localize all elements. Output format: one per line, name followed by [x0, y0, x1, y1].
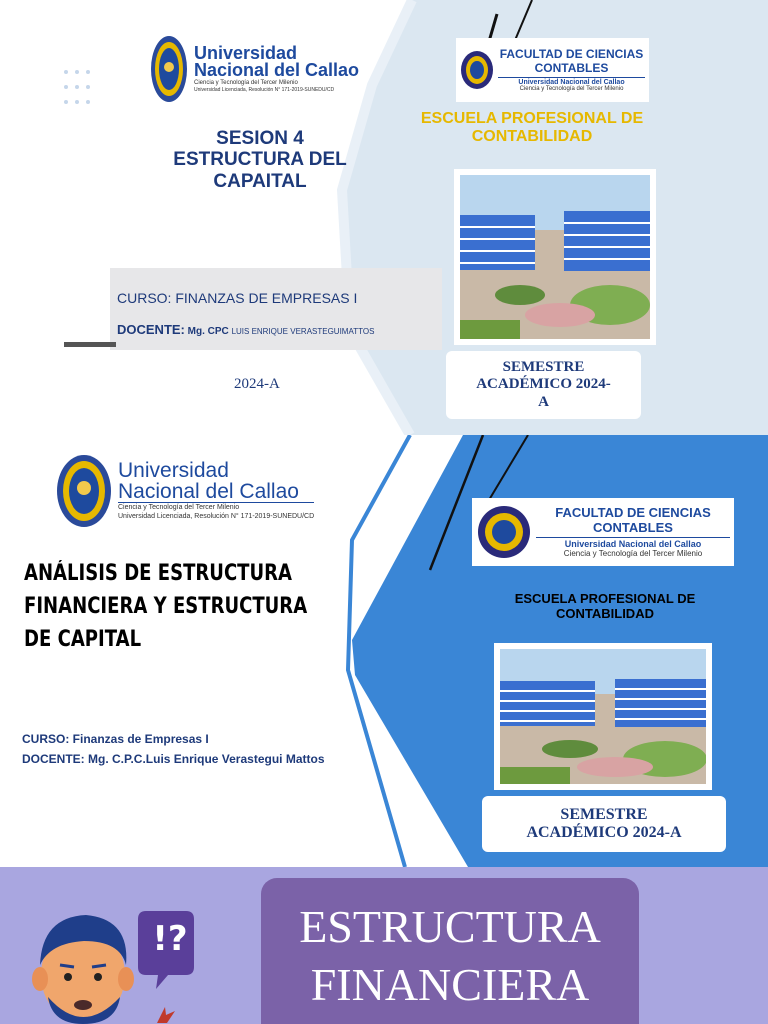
faculty-logo — [456, 38, 649, 102]
campus-image — [500, 649, 706, 784]
academic-year: 2024-A — [234, 376, 280, 392]
semester-line2: ACADÉMICO 2024-A — [526, 824, 682, 841]
faculty-tagline: Ciencia y Tecnología del Tercer Milenio — [563, 549, 703, 559]
school-name-line1: ESCUELA PROFESIONAL DE — [420, 110, 644, 127]
unac-name-line1: Universidad — [118, 459, 229, 483]
session-title-line3: CAPAITAL — [213, 170, 307, 192]
analysis-title-line1: ANÁLISIS DE ESTRUCTURA — [24, 561, 292, 586]
analysis-title-line2: FINANCIERA Y ESTRUCTURA — [24, 594, 308, 619]
unac-tagline: Ciencia y Tecnología del Tercer Milenio — [118, 502, 314, 512]
analysis-title-line3: DE CAPITAL — [24, 627, 142, 652]
teacher-name: LUIS ENRIQUE VERASTEGUIMATTOS — [231, 327, 375, 336]
school-name — [398, 110, 666, 147]
unac-seal-icon — [56, 453, 112, 529]
financial-title-line2: FINANCIERA — [310, 958, 590, 1010]
semester-line1: SEMESTRE — [502, 359, 585, 376]
faculty-title-line1: FACULTAD DE CIENCIAS — [555, 504, 711, 520]
semester-line2: ACADÉMICO 2024- — [476, 376, 611, 393]
unac-tagline: Ciencia y Tecnología del Tercer Milenio — [194, 80, 298, 87]
unac-logo — [56, 453, 314, 529]
campus-photo — [454, 169, 656, 345]
faculty-title-line2: CONTABLES — [534, 60, 609, 75]
faculty-title-line2: CONTABLES — [593, 519, 673, 535]
faculty-shield-icon — [476, 505, 532, 559]
faculty-university: Universidad Nacional del Callao — [536, 537, 730, 549]
teacher-title: Mg. CPC — [184, 326, 232, 337]
faculty-university: Universidad Nacional del Callao — [498, 77, 645, 86]
lightning-icon — [155, 1005, 177, 1024]
unac-seal-icon — [150, 34, 188, 104]
unac-resolution: Universidad Licenciada, Resolución N° 171-2019-SUNEDU/CD — [194, 87, 335, 94]
unac-logo — [150, 34, 359, 104]
campus-image — [460, 175, 650, 339]
session-title-line2: ESTRUCTURA DEL — [173, 149, 347, 171]
analysis-title — [24, 557, 308, 656]
unac-resolution: Universidad Licenciada, Resolución N° 171-2019-SUNEDU/CD — [118, 512, 315, 520]
semester-box — [446, 351, 641, 419]
campus-photo — [494, 643, 712, 790]
teacher-line — [117, 322, 374, 337]
semester-box — [482, 796, 726, 852]
unac-name-line2: Nacional del Callao — [194, 60, 360, 81]
school-name — [480, 592, 730, 622]
session-number: SESION 4 — [216, 128, 304, 149]
slide-sesion-4 — [0, 0, 768, 435]
school-name-line2: CONTABILIDAD — [556, 605, 654, 621]
teacher-label: DOCENTE: — [117, 322, 185, 337]
teacher-label: DOCENTE: Mg. C.P.C.Luis Enrique Verastegui Mattos — [22, 752, 325, 766]
school-name-line1: ESCUELA PROFESIONAL DE — [514, 591, 696, 606]
faculty-tagline: Ciencia y Tecnología del Tercer Milenio — [519, 86, 624, 93]
session-title — [140, 128, 380, 192]
faculty-title-line1: FACULTAD DE CIENCIAS — [499, 46, 644, 61]
financial-structure-title — [261, 878, 639, 1024]
unac-name-line1: Universidad — [194, 42, 298, 63]
bubble-text: !? — [152, 919, 188, 959]
semester-line3: A — [538, 393, 549, 410]
course-label: CURSO: FINANZAS DE EMPRESAS I — [117, 290, 358, 306]
school-name-line2: CONTABILIDAD — [471, 128, 593, 146]
slide-analisis — [0, 435, 768, 867]
confused-person-illustration — [28, 907, 228, 1024]
unac-name-line2: Nacional del Callao — [118, 479, 299, 503]
financial-title-line1: ESTRUCTURA — [299, 901, 601, 952]
course-label: CURSO: Finanzas de Empresas I — [22, 732, 209, 746]
faculty-logo — [472, 498, 734, 566]
semester-line1: SEMESTRE — [560, 805, 648, 823]
faculty-shield-icon — [460, 50, 494, 90]
